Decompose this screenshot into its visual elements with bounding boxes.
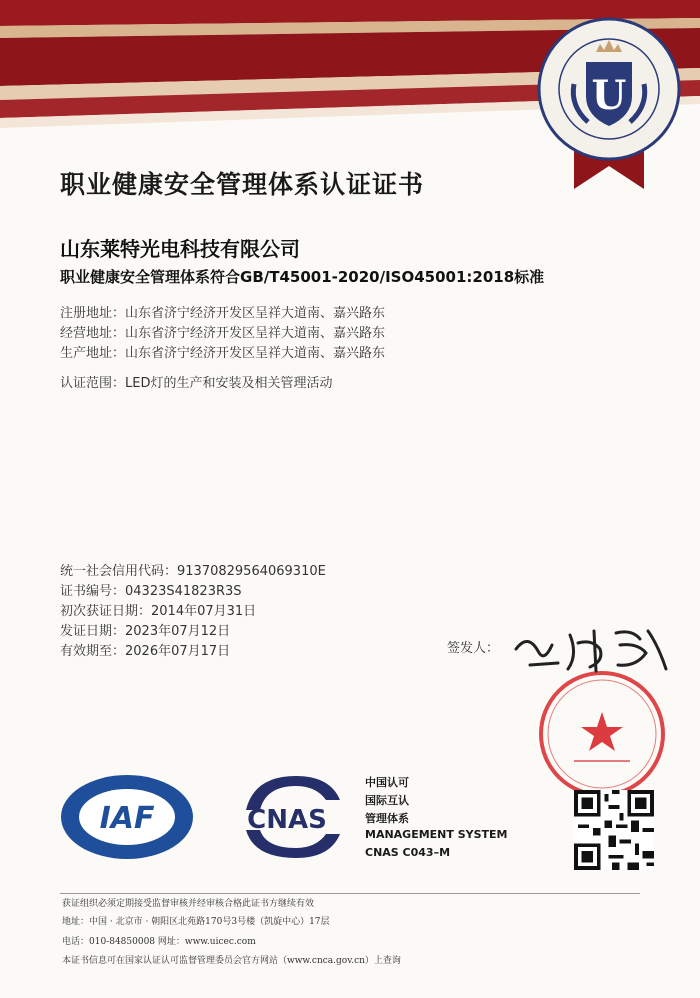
scope-label: 认证范围： bbox=[60, 376, 126, 391]
certificate-title: 职业健康安全管理体系认证证书 bbox=[60, 170, 425, 199]
certificate-number-row bbox=[60, 580, 242, 599]
expiry-date-value: 2026年07月17日 bbox=[125, 644, 231, 659]
svg-text:CNAS: CNAS bbox=[247, 805, 327, 835]
scope-value: LED灯的生产和安装及相关管理活动 bbox=[125, 376, 333, 391]
accreditation-line-cn-3: 管理体系 bbox=[365, 812, 409, 825]
footer-divider bbox=[60, 893, 640, 894]
production-address-value: 山东省济宁经济开发区呈祥大道南、嘉兴路东 bbox=[125, 346, 386, 361]
issue-date-row bbox=[60, 620, 230, 639]
business-address-value: 山东省济宁经济开发区呈祥大道南、嘉兴路东 bbox=[125, 326, 386, 341]
business-address bbox=[60, 322, 385, 341]
seal-icon bbox=[536, 668, 668, 800]
registered-address bbox=[60, 302, 385, 321]
signature-icon bbox=[508, 615, 673, 677]
production-address-label: 生产地址： bbox=[60, 346, 126, 361]
initial-date-value: 2014年07月31日 bbox=[151, 604, 257, 619]
svg-text:U: U bbox=[591, 72, 627, 119]
registered-address-value: 山东省济宁经济开发区呈祥大道南、嘉兴路东 bbox=[125, 306, 386, 321]
initial-date-label: 初次获证日期： bbox=[60, 604, 152, 619]
footer-verification-note: 本证书信息可在国家认证认可监督管理委员会官方网站（www.cnca.gov.cn）上查询 bbox=[62, 956, 401, 966]
registered-address-label: 注册地址： bbox=[60, 306, 126, 321]
svg-text:IAF: IAF bbox=[99, 801, 155, 836]
business-address-label: 经营地址： bbox=[60, 326, 126, 341]
issue-date-value: 2023年07月12日 bbox=[125, 624, 231, 639]
issuer-logo-icon bbox=[534, 14, 684, 189]
production-address bbox=[60, 342, 385, 361]
footer-address: 地址：中国 · 北京市 · 朝阳区北苑路170号3号楼（凯旋中心）17层 bbox=[62, 917, 330, 927]
accreditation-code: CNAS C043–M bbox=[365, 846, 451, 859]
certificate-number-value: 04323S41823R3S bbox=[125, 584, 242, 599]
certificate-number-label: 证书编号： bbox=[60, 584, 126, 599]
credit-code-label: 统一社会信用代码： bbox=[60, 564, 178, 579]
accreditation-line-cn-2: 国际互认 bbox=[365, 794, 409, 807]
signer-label: 签发人： bbox=[447, 641, 500, 656]
cnas-logo-icon bbox=[226, 770, 348, 862]
footer-contact: 电话：010-84850008 网址：www.uicec.com bbox=[62, 937, 256, 947]
iaf-logo-icon bbox=[58, 772, 196, 862]
qr-code-icon bbox=[574, 790, 654, 870]
company-name: 山东莱特光电科技有限公司 bbox=[60, 237, 300, 261]
issue-date-label: 发证日期： bbox=[60, 624, 126, 639]
expiry-date-label: 有效期至： bbox=[60, 644, 126, 659]
accreditation-line-cn-1: 中国认可 bbox=[365, 776, 409, 789]
credit-code-row bbox=[60, 560, 326, 579]
conformity-statement: 职业健康安全管理体系符合GB/T45001-2020/ISO45001:2018标准 bbox=[60, 268, 545, 286]
expiry-date-row bbox=[60, 640, 230, 659]
footer-validity-note: 获证组织必须定期接受监督审核并经审核合格此证书方继续有效 bbox=[62, 899, 315, 909]
initial-date-row bbox=[60, 600, 256, 619]
accreditation-line-en: MANAGEMENT SYSTEM bbox=[365, 828, 508, 841]
credit-code-value: 91370829564069310E bbox=[177, 564, 326, 579]
certification-scope bbox=[60, 372, 332, 391]
